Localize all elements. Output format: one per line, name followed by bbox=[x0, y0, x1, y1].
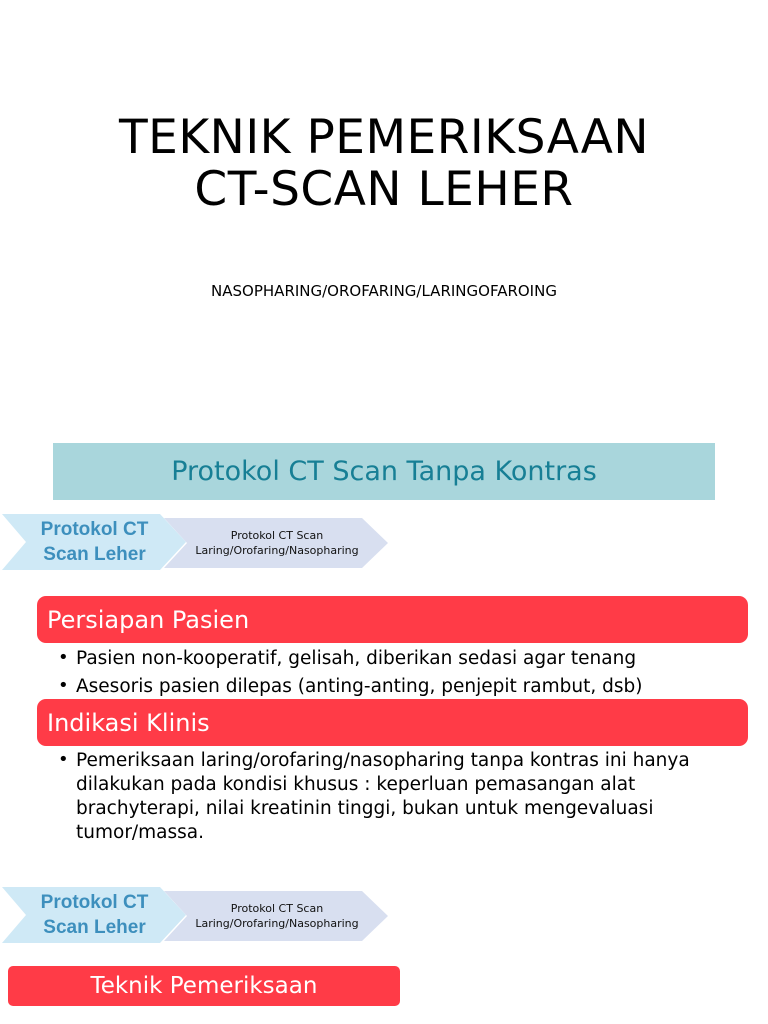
list-item bbox=[58, 675, 708, 699]
breadcrumb-left-line2: Scan Leher bbox=[43, 917, 146, 938]
list-item-text: Pasien non-kooperatif, gelisah, diberikan sedasi agar tenang bbox=[76, 648, 637, 669]
bullet-icon: • bbox=[58, 647, 69, 668]
section-header-persiapan-pasien bbox=[37, 596, 748, 643]
breadcrumb-right-line1: Protokol CT Scan bbox=[230, 902, 324, 915]
bullet-icon: • bbox=[58, 749, 69, 770]
slide-title-line-2: CT-SCAN LEHER bbox=[194, 162, 574, 217]
slide-subtitle: NASOPHARING/OROFARING/LARINGOFAROING bbox=[211, 282, 557, 300]
breadcrumb-left-line1: Protokol CT bbox=[40, 892, 149, 913]
bullet-icon: • bbox=[58, 675, 69, 696]
breadcrumb-item-protokol-laring[interactable] bbox=[186, 528, 368, 558]
protocol-banner bbox=[53, 443, 715, 500]
teknik-pemeriksaan-button-label: Teknik Pemeriksaan bbox=[90, 973, 318, 999]
list-item bbox=[58, 749, 698, 845]
breadcrumb-item-protokol-ct-scan-leher[interactable] bbox=[22, 890, 167, 940]
section-header-indikasi-klinis bbox=[37, 699, 748, 746]
list-item-text: Pemeriksaan laring/orofaring/nasopharing tanpa kontras ini hanya dilakukan pada kondisi khusus : keperluan pemasangan alat brachyterapi, nilai kreatinin tinggi, bukan untuk mengevaluasi tumor/massa. bbox=[76, 750, 690, 843]
list-item-text: Asesoris pasien dilepas (anting-anting, penjepit rambut, dsb) bbox=[76, 676, 643, 697]
section-header-label: Indikasi Klinis bbox=[47, 708, 210, 737]
teknik-pemeriksaan-button[interactable] bbox=[8, 966, 400, 1006]
breadcrumb-item-protokol-laring[interactable] bbox=[186, 901, 368, 931]
breadcrumb-right-line2: Laring/Orofaring/Nasopharing bbox=[195, 917, 359, 930]
breadcrumb-right-line1: Protokol CT Scan bbox=[230, 529, 324, 542]
breadcrumb-left-line2: Scan Leher bbox=[43, 544, 146, 565]
slide-title-line-1: TEKNIK PEMERIKSAAN bbox=[118, 110, 650, 165]
protocol-banner-text: Protokol CT Scan Tanpa Kontras bbox=[171, 456, 597, 487]
breadcrumb-left-line1: Protokol CT bbox=[40, 519, 149, 540]
breadcrumb-item-protokol-ct-scan-leher[interactable] bbox=[22, 517, 167, 567]
list-item bbox=[58, 647, 708, 671]
breadcrumb-right-line2: Laring/Orofaring/Nasopharing bbox=[195, 544, 359, 557]
section-header-label: Persiapan Pasien bbox=[47, 605, 250, 634]
